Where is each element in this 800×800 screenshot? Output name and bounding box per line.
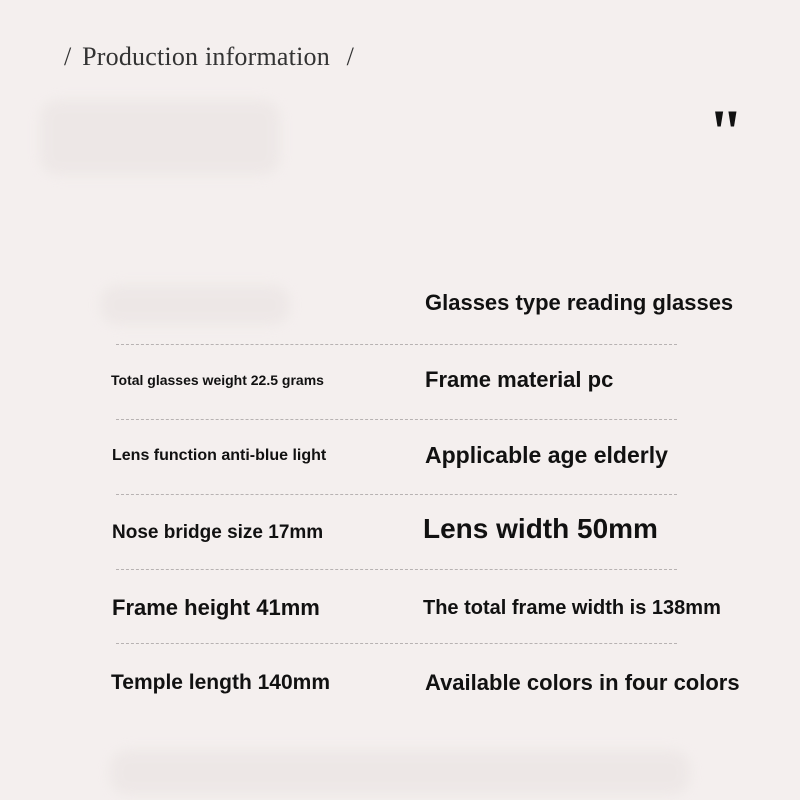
divider: [116, 344, 677, 345]
title-text: Production information: [82, 42, 330, 71]
spec-lens-function: Lens function anti-blue light: [112, 447, 327, 464]
background-blur-shape: [40, 100, 280, 175]
spec-glasses-type: Glasses type reading glasses: [425, 290, 734, 315]
spec-total-weight: Total glasses weight 22.5 grams: [111, 372, 324, 388]
divider: [116, 494, 677, 495]
background-blur-shape: [110, 750, 690, 795]
title-slash-right: /: [346, 42, 355, 71]
spec-total-frame-width: The total frame width is 138mm: [423, 597, 721, 619]
spec-frame-material: Frame material pc: [425, 367, 614, 392]
background-blur-shape: [100, 285, 290, 325]
spec-frame-height: Frame height 41mm: [112, 595, 320, 620]
page-title: [60, 42, 358, 72]
spec-available-colors: Available colors in four colors: [425, 670, 740, 695]
spec-temple-length: Temple length 140mm: [111, 671, 331, 694]
quote-mark-icon: ": [708, 96, 744, 167]
divider: [116, 643, 677, 644]
spec-nose-bridge: Nose bridge size 17mm: [112, 522, 324, 543]
title-slash-left: /: [64, 42, 72, 71]
divider: [116, 419, 677, 420]
spec-lens-width: Lens width 50mm: [423, 513, 658, 544]
divider: [116, 569, 677, 570]
spec-applicable-age: Applicable age elderly: [425, 442, 668, 468]
